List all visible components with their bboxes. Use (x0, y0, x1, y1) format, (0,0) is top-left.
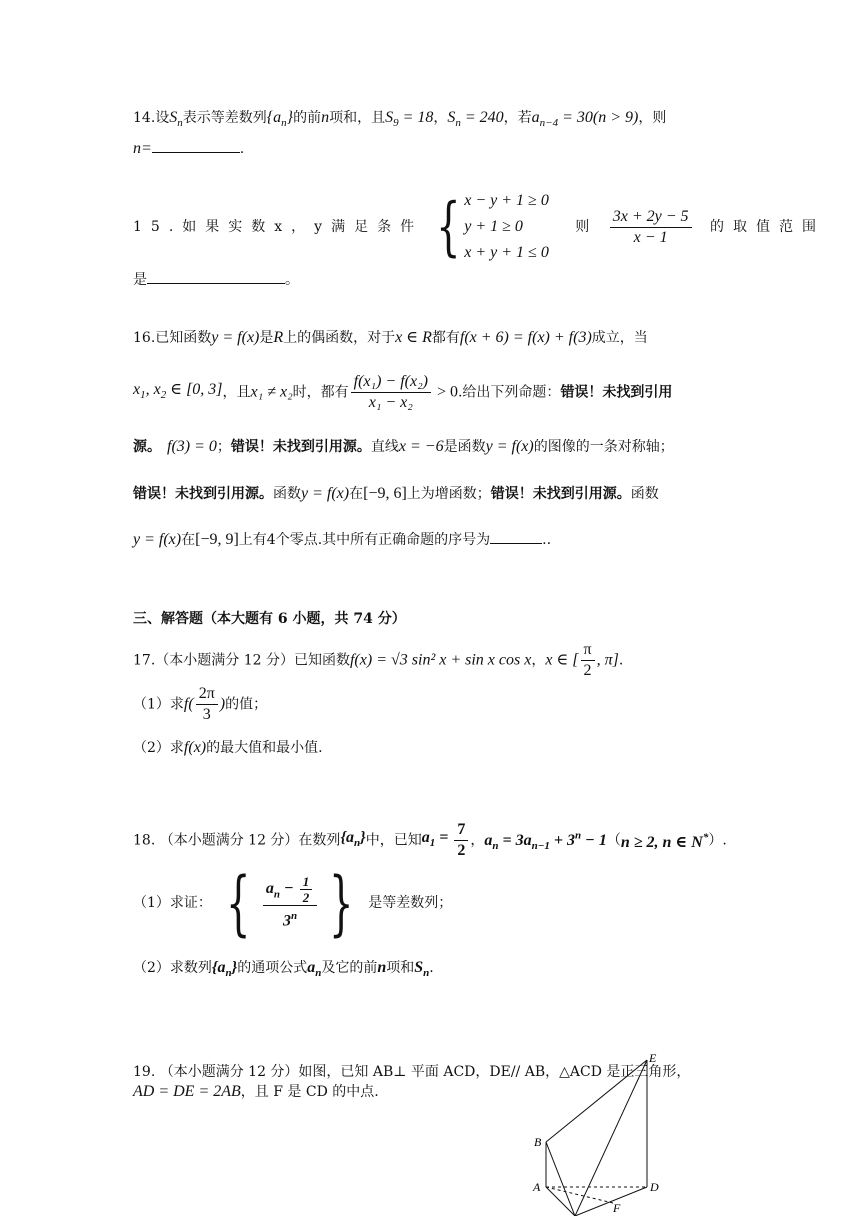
q16-line2: $x_1$, $x_2$ ∈ [0, 3]，且x₁ ≠ x₂时，都有 $\frac{\text{f(x₁) − f(x₂)}}{\text{x₁ − x₂}}$ > 0.给出下列命题：错误！未找到引用 (133, 373, 673, 411)
q18-sequence-braces: { $a_n$ − $\frac{1}{2}$ 3$^n$ } (226, 862, 354, 944)
q16-error-ref-1: 错误！未找到引用 (560, 384, 673, 401)
q17-line1: 17.（本小题满分 12 分）已知函数f(x) = √3 sin² x + sin x cos x，x ∈ [ $\frac{\pi}{2}$ , π]. (133, 641, 624, 679)
q16-line5: y = f(x)在[−9, 9]上有4个零点.其中所有正确命题的序号为 .. (133, 531, 552, 548)
q16-answer-blank (490, 543, 542, 544)
label-A: A (533, 1180, 541, 1194)
q15-fraction: $\frac{3x + 2y - 5}{x - 1}$ (610, 207, 692, 248)
label-B: B (534, 1135, 542, 1149)
edge-AC (546, 1187, 575, 1216)
q18-line2: （1）求证： { $a_n$ − $\frac{1}{2}$ 3$^n$ } 是等差数列； (133, 862, 453, 944)
q15-answer-blank (147, 283, 285, 284)
q19-line2: AD = DE = 2AB，且 F 是 CD 的中点. (133, 1083, 379, 1100)
q17-line3: （2）求f(x)的最大值和最小值. (133, 739, 323, 756)
q14-line1: 14.设$S_n$表示等差数列$\{a_n\}$的前n项和，且$S_9 = 18$，$S_n = 240$，若$a_{n-4} = 30(n > 9)$，则 (133, 109, 667, 130)
q16-fraction: $\frac{\text{f(x₁) − f(x₂)}}{\text{x₁ − x₂}}$ (351, 372, 431, 413)
q16-line1: 16.已知函数y = f(x)是R上的偶函数，对于x ∈ R都有f(x + 6) = f(x) + f(3)成立，当 (133, 329, 648, 346)
q17-line2: （1）求f( $\frac{2\pi}{3}$ )的值； (133, 685, 268, 723)
q15-constraint-system: { x − y + 1 ≥ 0 y + 1 ≥ 0 x + y + 1 ≤ 0 (435, 190, 549, 264)
edge-BC (546, 1142, 575, 1216)
q15-line1: 15.如果实数x，y满足条件 { x − y + 1 ≥ 0 y + 1 ≥ 0 x + y + 1 ≤ 0 则 $\frac{3x + 2y - 5}{x - 1}$ 的取值范围 (133, 190, 825, 264)
edge-EC (575, 1060, 647, 1216)
q15-line2: 是 。 (133, 272, 299, 288)
edge-DC (575, 1187, 647, 1216)
q18-line3: （2）求数列$\{a_n\}$的通项公式$a_n$及它的前n项和$S_n$. (133, 959, 434, 980)
q18-line1: 18. （本小题满分 12 分）在数列$\{a_n\}$中，已知$a_1$ = $\frac{7}{2}$ ，$a_n = 3a_{n-1} + 3^n - 1(n \ge 2$, n ∈ N*）. (133, 821, 727, 859)
label-E: E (649, 1051, 657, 1065)
q16-line3: 源。 f(3) = 0；错误！未找到引用源。直线x = −6是函数y = f(x)的图像的一条对称轴； (133, 438, 674, 455)
section-3-title: 三、解答题（本大题有 6 小题，共 74 分） (133, 611, 406, 627)
q16-error-ref-3: 错误！未找到引用源。 (133, 486, 273, 502)
q16-line4: 错误！未找到引用源。函数y = f(x)在[−9, 6]上为增函数；错误！未找到引用源。函数 (133, 485, 659, 502)
edge-BE (546, 1060, 647, 1142)
q16-error-ref-4: 错误！未找到引用源。 (490, 486, 631, 502)
label-D: D (650, 1180, 659, 1194)
q14-number: 14. (133, 110, 156, 126)
q16-error-ref-2: 错误！未找到引用源。 (230, 439, 371, 455)
q14-answer-blank (152, 152, 240, 153)
edge-AF (546, 1187, 613, 1203)
label-F: F (613, 1201, 621, 1215)
q19-geometry-figure (525, 1050, 665, 1216)
q19-line1: 19. （本小题满分 12 分）如图，已知 AB⊥ 平面 ACD，DE// AB，△ACD 是正三角形， (133, 1064, 691, 1080)
q14-line2: n= . (133, 140, 245, 157)
